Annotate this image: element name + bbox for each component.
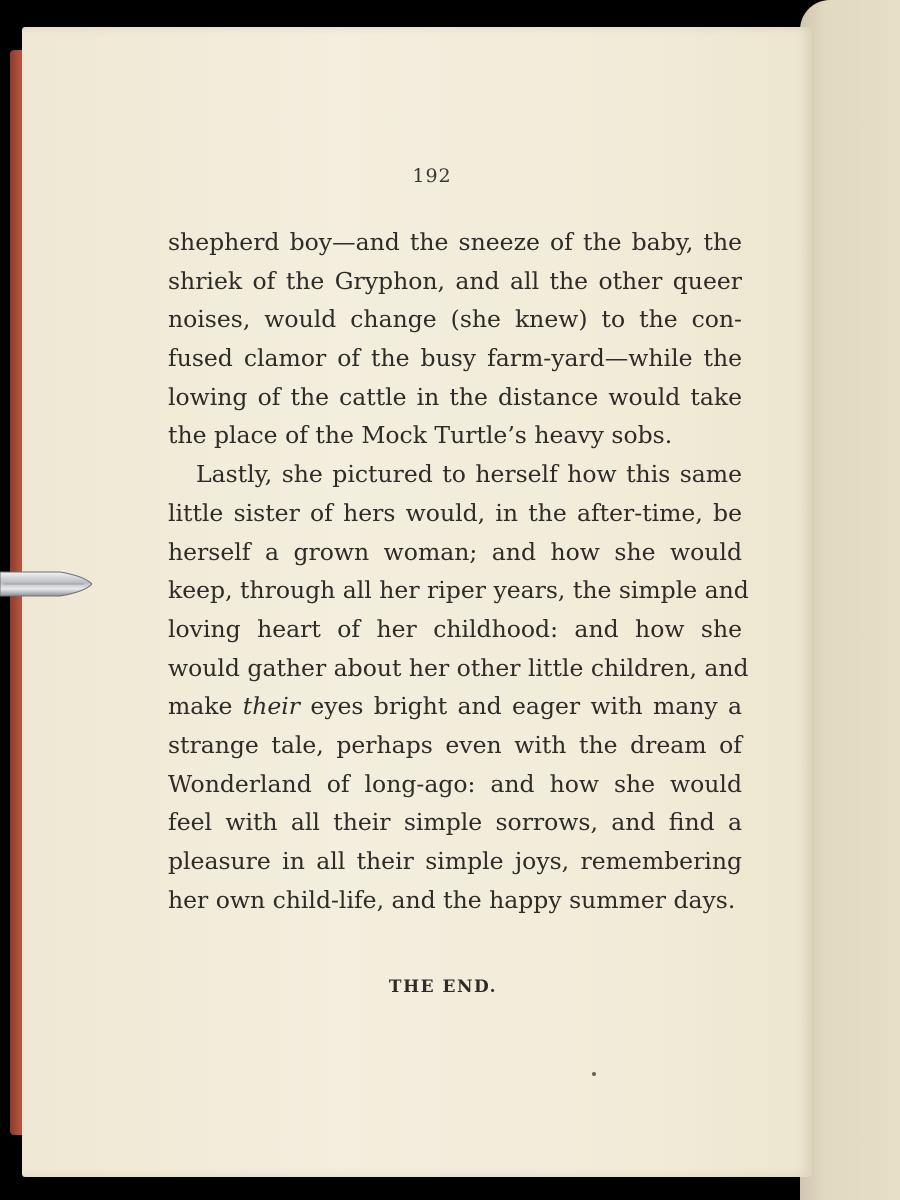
page-number: 192 — [412, 165, 452, 187]
text-line: herself a grown woman; and how she would — [168, 537, 742, 566]
page-text — [168, 223, 749, 919]
text-line: shriek of the Gryphon, and all the other queer — [168, 266, 742, 295]
paper-speck — [592, 1072, 596, 1076]
book-page — [22, 27, 812, 1177]
text-line: Wonderland of long-ago: and how she would — [168, 769, 742, 798]
text-line: pleasure in all their simple joys, remembering — [168, 847, 742, 875]
text-line: the place of the Mock Turtle’s heavy sobs. — [168, 421, 673, 450]
text-line: would gather about her other little children, and — [168, 653, 749, 682]
text-line: her own child-life, and the happy summer days. — [168, 885, 736, 914]
text-line: lowing of the cattle in the distance would take — [168, 382, 742, 411]
the-end-label: THE END. — [388, 977, 498, 997]
text-line: Lastly, she pictured to herself how this same — [196, 460, 742, 489]
text-line: shepherd boy—and the sneeze of the baby, the — [168, 228, 742, 256]
italic-word: their — [242, 692, 301, 721]
text-line: strange tale, perhaps even with the dream of — [168, 730, 742, 759]
text-line: little sister of hers would, in the after-time, be — [168, 498, 742, 527]
text-line-italic-their: make their eyes bright and eager with many a — [168, 692, 742, 721]
text-line: fused clamor of the busy farm-yard—while the — [168, 344, 742, 373]
text-line: noises, would change (she knew) to the con- — [168, 305, 742, 334]
bookmark-icon — [0, 566, 92, 600]
facing-page-edge — [800, 0, 900, 1200]
text-line: feel with all their simple sorrows, and find a — [168, 808, 742, 837]
text-line: loving heart of her childhood: and how she — [168, 614, 742, 643]
text-line: keep, through all her riper years, the simple and — [168, 576, 749, 605]
